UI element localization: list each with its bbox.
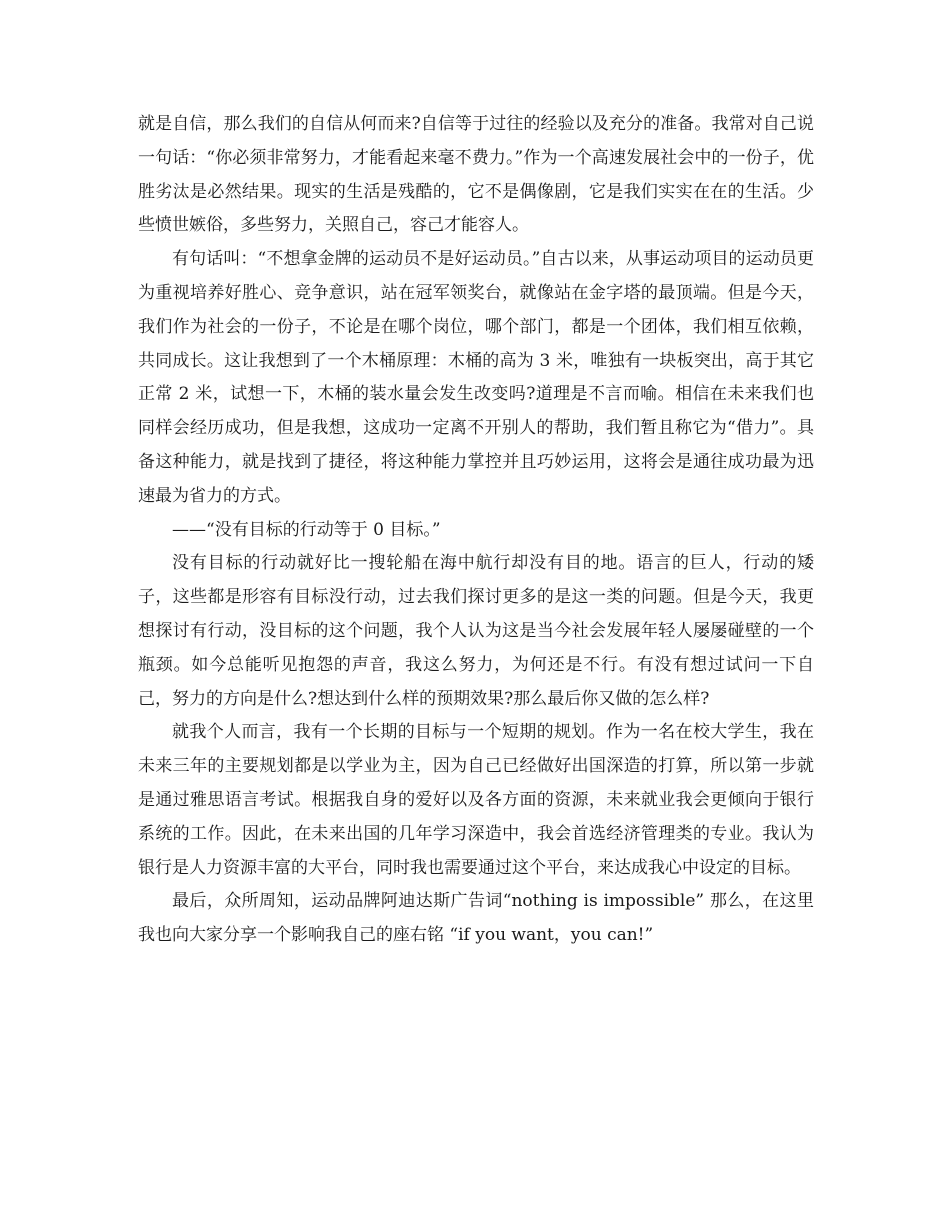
document-body	[138, 108, 814, 953]
paragraph-heading-quote: ——“没有目标的行动等于 0 目标。”	[172, 519, 441, 540]
paragraph-self-confidence: 就是自信，那么我们的自信从何而来?自信等于过往的经验以及充分的准备。我常对自己说一句话：“你必须非常努力，才能看起来毫不费力。”作为一个高速发展社会中的一份子，优胜劣汰是必然结果。现实的生活是残酷的，它不是偶像剧，它是我们实实在在的生活。少些愤世嫉俗，多些努力，关照自己，容己才能容人。	[138, 114, 814, 236]
paragraph-gold-medal: 有句话叫：“不想拿金牌的运动员不是好运动员。”自古以来，从事运动项目的运动员更为重视培养好胜心、竞争意识，站在冠军领奖台，就像站在金字塔的最顶端。但是今天，我们作为社会的一份子，不论是在哪个岗位，哪个部门，都是一个团体，我们相互依赖，共同成长。这让我想到了一个木桶原理：木桶的高为 3 米，唯独有一块板突出，高于其它正常 2 米，试想一下，木桶的装水量会发生改变吗?道理是不言而喻。相信在未来我们也同样会经历成功，但是我想，这成功一定离不开别人的帮助，我们暂且称它为“借力”。具备这种能力，就是找到了捷径，将这种能力掌控并且巧妙运用，这将会是通往成功最为迅速最为省力的方式。	[138, 249, 814, 506]
paragraph-closing-motto: 最后，众所周知，运动品牌阿迪达斯广告词“nothing is impossible” 那么，在这里我也向大家分享一个影响我自己的座右铭 “if you want，you can!”	[138, 891, 814, 946]
paragraph-personal-plan: 就我个人而言，我有一个长期的目标与一个短期的规划。作为一名在校大学生，我在未来三年的主要规划都是以学业为主，因为自己已经做好出国深造的打算，所以第一步就是通过雅思语言考试。根据我自身的爱好以及各方面的资源，未来就业我会更倾向于银行系统的工作。因此，在未来出国的几年学习深造中，我会首选经济管理类的专业。我认为银行是人力资源丰富的大平台，同时我也需要通过这个平台，来达成我心中设定的目标。	[138, 722, 814, 878]
paragraph-no-goal: 没有目标的行动就好比一搜轮船在海中航行却没有目的地。语言的巨人，行动的矮子，这些都是形容有目标没行动，过去我们探讨更多的是这一类的问题。但是今天，我更想探讨有行动，没目标的这个问题，我个人认为这是当今社会发展年轻人屡屡碰壁的一个瓶颈。如今总能听见抱怨的声音，我这么努力，为何还是不行。有没有想过试问一下自己，努力的方向是什么?想达到什么样的预期效果?那么最后你又做的怎么样?	[138, 553, 814, 709]
